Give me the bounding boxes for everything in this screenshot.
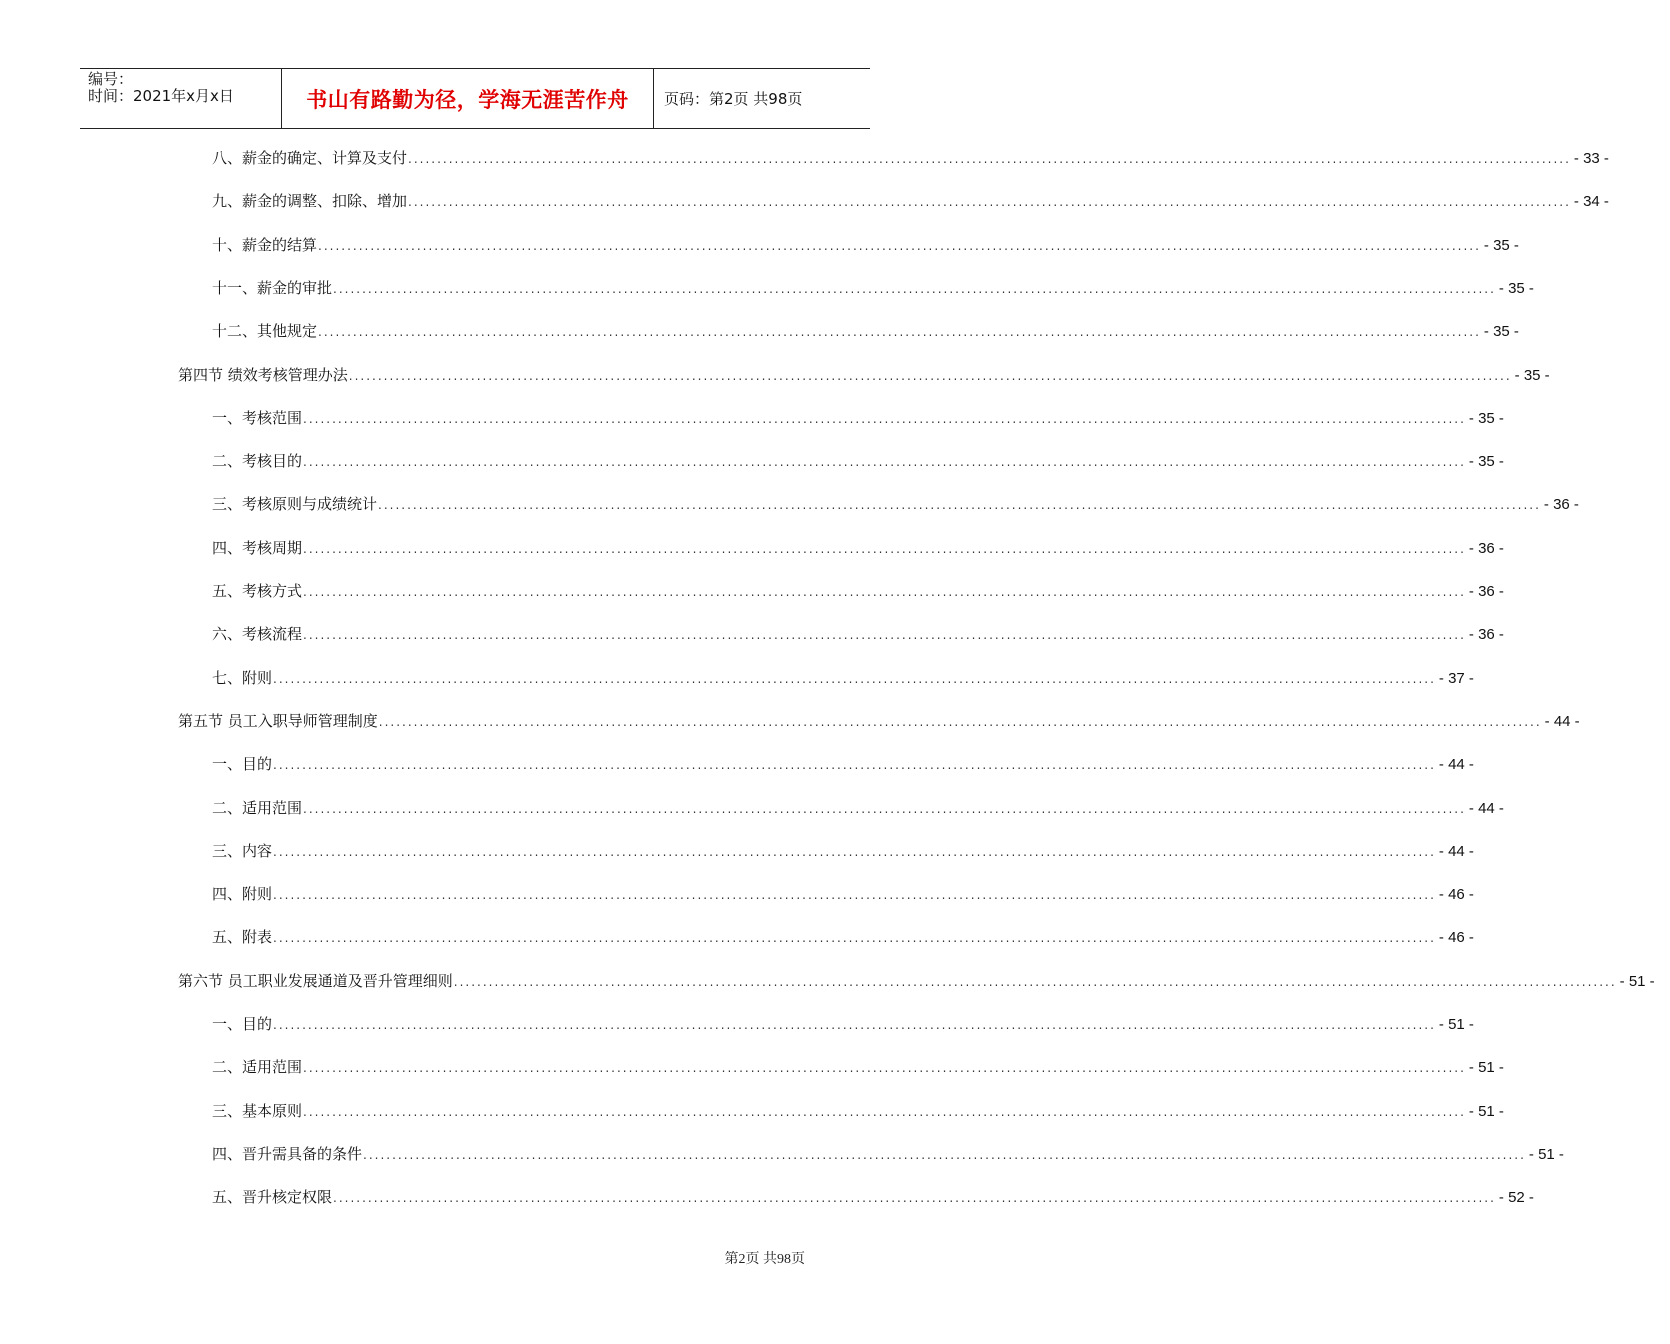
toc-entry-title: 五、晋升核定权限 [212,1188,333,1206]
toc-entry-page: - 44 - [1438,843,1474,860]
toc-entry[interactable] [212,536,1504,560]
toc-entry-page: - 44 - [1438,756,1474,773]
toc-entry-title: 七、附则 [212,669,273,687]
header-motto: 书山有路勤为径，学海无涯苦作舟 [282,69,654,128]
toc-entry[interactable] [212,622,1504,646]
header-page-info: 页码：第2页 共98页 [664,90,803,108]
toc-entry-title: 一、考核范围 [212,409,303,427]
toc-dot-leader: ........................................................................................................................................................................................................ [378,498,1541,512]
toc-entry[interactable] [212,882,1474,906]
toc-dot-leader: ........................................................................................................................................................................................................ [303,455,1466,469]
toc-entry-page: - 35 - [1483,323,1519,340]
toc-dot-leader: ........................................................................................................................................................................................................ [318,325,1481,339]
toc-entry-page: - 36 - [1468,583,1504,600]
toc-dot-leader: ........................................................................................................................................................................................................ [318,239,1481,253]
toc-dot-leader: ........................................................................................................................................................................................................ [303,628,1466,642]
toc-entry-page: - 44 - [1544,713,1580,730]
toc-entry[interactable] [212,146,1609,170]
toc-entry-page: - 36 - [1543,496,1579,513]
toc-entry-title: 二、适用范围 [212,799,303,817]
toc-dot-leader: ........................................................................................................................................................................................................ [333,1191,1496,1205]
toc-dot-leader: ........................................................................................................................................................................................................ [408,152,1571,166]
toc-entry-title: 十一、薪金的审批 [212,279,333,297]
toc-entry[interactable] [212,276,1534,300]
toc-entry[interactable] [212,233,1519,257]
toc-entry-page: - 51 - [1468,1103,1504,1120]
toc-entry-page: - 35 - [1468,453,1504,470]
toc-entry-title: 四、晋升需具备的条件 [212,1145,363,1163]
toc-entry[interactable] [212,189,1609,213]
toc-entry-title: 五、考核方式 [212,582,303,600]
toc-dot-leader: ........................................................................................................................................................................................................ [273,1018,1436,1032]
toc-entry[interactable] [178,709,1580,733]
toc-entry[interactable] [212,1099,1504,1123]
toc-entry-page: - 35 - [1498,280,1534,297]
toc-entry-title: 五、附表 [212,928,273,946]
toc-entry[interactable] [212,319,1519,343]
toc-entry-page: - 34 - [1573,193,1609,210]
header-meta [80,69,282,128]
toc-entry[interactable] [212,1185,1534,1209]
toc-entry[interactable] [178,363,1550,387]
toc-entry[interactable] [212,579,1504,603]
toc-entry-page: - 46 - [1438,929,1474,946]
toc-entry-title: 二、适用范围 [212,1058,303,1076]
toc-entry-title: 二、考核目的 [212,452,303,470]
toc-entry-title: 十、薪金的结算 [212,236,318,254]
toc-entry[interactable] [212,796,1504,820]
toc-entry-page: - 35 - [1468,410,1504,427]
toc-entry[interactable] [212,406,1504,430]
number-label: 编号： [88,70,134,88]
toc-entry-title: 第五节 员工入职导师管理制度 [178,712,378,730]
toc-entry-title: 四、考核周期 [212,539,303,557]
toc-dot-leader: ........................................................................................................................................................................................................ [378,715,1542,729]
toc-dot-leader: ........................................................................................................................................................................................................ [303,412,1466,426]
toc-entry-title: 十二、其他规定 [212,322,318,340]
toc-entry-page: - 36 - [1468,540,1504,557]
toc-entry-title: 一、目的 [212,1015,273,1033]
toc-entry-title: 三、内容 [212,842,273,860]
toc-entry-page: - 35 - [1483,237,1519,254]
toc-entry-page: - 44 - [1468,800,1504,817]
toc-entry-title: 三、考核原则与成绩统计 [212,495,378,513]
toc-entry[interactable] [178,969,1655,993]
toc-entry-title: 第四节 绩效考核管理办法 [178,366,348,384]
toc-dot-leader: ........................................................................................................................................................................................................ [273,931,1436,945]
toc-entry-title: 九、薪金的调整、扣除、增加 [212,192,408,210]
toc-entry-page: - 46 - [1438,886,1474,903]
toc-entry[interactable] [212,1142,1564,1166]
toc-entry-page: - 51 - [1438,1016,1474,1033]
toc-dot-leader: ........................................................................................................................................................................................................ [363,1148,1526,1162]
toc-dot-leader: ........................................................................................................................................................................................................ [273,758,1436,772]
toc-entry[interactable] [212,449,1504,473]
toc-entry-page: - 33 - [1573,150,1609,167]
toc-dot-leader: ........................................................................................................................................................................................................ [273,845,1436,859]
time-label: 时间：2021年x月x日 [88,87,234,105]
toc-entry-page: - 37 - [1438,670,1474,687]
toc-dot-leader: ........................................................................................................................................................................................................ [273,888,1436,902]
toc-entry-page: - 36 - [1468,626,1504,643]
toc-entry[interactable] [212,492,1579,516]
toc-entry[interactable] [212,925,1474,949]
toc-entry-page: - 51 - [1619,973,1655,990]
toc-entry-page: - 51 - [1528,1146,1564,1163]
toc-dot-leader: ........................................................................................................................................................................................................ [303,1105,1466,1119]
page-header [80,68,870,129]
toc-dot-leader: ........................................................................................................................................................................................................ [273,672,1436,686]
toc-entry-title: 六、考核流程 [212,625,303,643]
toc-entry-title: 三、基本原则 [212,1102,303,1120]
toc-dot-leader: ........................................................................................................................................................................................................ [408,195,1571,209]
toc-entry-page: - 51 - [1468,1059,1504,1076]
toc-dot-leader: ........................................................................................................................................................................................................ [303,585,1466,599]
toc-entry[interactable] [212,666,1474,690]
toc-entry-title: 一、目的 [212,755,273,773]
toc-entry-page: - 35 - [1514,367,1550,384]
toc-entry[interactable] [212,839,1474,863]
toc-entry-page: - 52 - [1498,1189,1534,1206]
toc-entry-title: 八、薪金的确定、计算及支付 [212,149,408,167]
toc-entry-title: 第六节 员工职业发展通道及晋升管理细则 [178,972,453,990]
toc-dot-leader: ........................................................................................................................................................................................................ [348,369,1512,383]
toc-entry[interactable] [212,1055,1504,1079]
toc-entry[interactable] [212,1012,1474,1036]
toc-dot-leader: ........................................................................................................................................................................................................ [303,1061,1466,1075]
toc-dot-leader: ........................................................................................................................................................................................................ [303,542,1466,556]
toc-dot-leader: ........................................................................................................................................................................................................ [333,282,1496,296]
toc-dot-leader: ........................................................................................................................................................................................................ [453,975,1617,989]
toc-dot-leader: ........................................................................................................................................................................................................ [303,802,1466,816]
toc-entry[interactable] [212,752,1474,776]
page-footer: 第2页 共98页 [724,1252,805,1267]
toc-entry-title: 四、附则 [212,885,273,903]
